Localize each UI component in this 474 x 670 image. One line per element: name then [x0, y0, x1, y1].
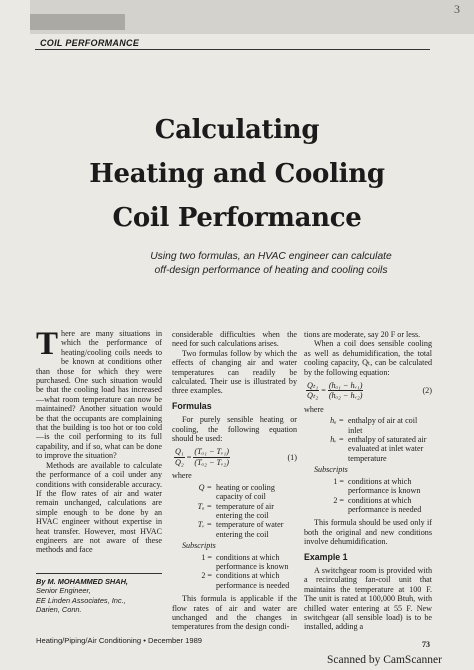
definition [304, 435, 432, 463]
definition [304, 416, 432, 435]
article-deck [116, 250, 426, 278]
scanner-watermark: Scanned by CamScanner [327, 654, 442, 666]
top-dark-smudge [30, 14, 125, 30]
paragraph: This formula should be used only if both the original and new conditions involve dehumidification. [304, 518, 432, 547]
eq2-lhs-den: Qₜ₂ [307, 391, 319, 401]
paragraph: When a coil does sensible cooling as well as dehumidification, the total cooling capacity, Qₜ, can be calculated by the following equation: [304, 339, 432, 377]
subscripts-label: Subscripts [314, 465, 348, 475]
def-text: temperature of air entering the coil [216, 501, 274, 520]
where-label: where [172, 471, 192, 481]
eq1-rhs [193, 447, 230, 467]
def-symbol: Q = [198, 482, 212, 492]
definitions-2 [304, 416, 432, 463]
def-symbol: Tₐ = [197, 501, 212, 511]
author-byline: By M. MOHAMMED SHAH, [36, 577, 128, 586]
drop-cap: T [36, 326, 59, 362]
def-symbol: 1 = [333, 476, 344, 486]
intro-text: here are many situations in which the performance of heating/cooling coils needs to be known at conditions other than those for which they were purchased. One such situation would be that the cooling load has increased—what room temperature can now be maintained? Another situation would be that the occupants are complaining that the building is too hot or too cold—is the coil performing to its full capability, and if so, what can be done to improve the situation? [36, 329, 162, 461]
definition [172, 520, 297, 539]
definitions-1 [172, 483, 297, 539]
eq2-number: (2) [422, 386, 432, 396]
def-symbol: 1 = [201, 552, 212, 562]
def-text: conditions at which performance is needed [216, 571, 290, 590]
eq2-lhs-num: Qₜ₁ [307, 381, 319, 391]
paragraph: Two formulas follow by which the effects of changing air and water temperatures can readily be calculated. Their use is illustrated by three examples. [172, 348, 297, 396]
eq2-lhs [306, 381, 319, 401]
eq1-rhs-den: (Tₐ₂ − Tᵥ₂) [194, 457, 229, 467]
def-text: enthalpy of saturated air evaluated at inlet water temperature [348, 435, 427, 463]
equation-2 [304, 381, 432, 401]
eq2-rhs [328, 381, 364, 401]
author-title: Senior Engineer, [36, 586, 91, 596]
def-text: enthalpy of air at coil inlet [348, 416, 418, 435]
paragraph: Methods are available to calculate the performance of a coil under any conditions with considerable accuracy. If the flow rates of air and water remain unchanged, calculations are simple enough to be done by an HVAC engineer without expertise in heat transfer. However, most HVAC engineers are not aware of these methods and face [36, 460, 162, 555]
intro-paragraph [36, 326, 162, 461]
eq1-lhs-num: Q₁ [175, 447, 184, 457]
paragraph: For purely sensible heating or cooling, the following equation should be used: [172, 415, 297, 444]
deck-line-2: off-design performance of heating and cooling coils [154, 265, 388, 276]
section-label: COIL PERFORMANCE [40, 38, 140, 48]
def-text: conditions at which performance is known [216, 552, 289, 571]
subhead-formulas: Formulas [172, 400, 212, 411]
definition [172, 483, 297, 502]
subhead-example-1: Example 1 [304, 551, 348, 562]
def-text: temperature of water entering the coil [216, 520, 284, 539]
author-rule [36, 573, 162, 574]
definition [172, 553, 297, 572]
deck-line-1: Using two formulas, an HVAC engineer can calculate [150, 251, 392, 262]
footer-publication: Heating/Piping/Air Conditioning • December 1989 [36, 636, 203, 645]
eq1-number: (1) [287, 452, 297, 462]
author-company: EE Linden Associates, Inc., [36, 595, 126, 605]
definition [172, 502, 297, 521]
column-1 [36, 326, 162, 555]
author-box [36, 577, 162, 615]
paragraph: This formula is applicable if the flow rates of air and water are unchanged and the changes in temperatures from the design condi- [172, 594, 297, 632]
handwritten-page-mark: 3 [454, 2, 460, 16]
author-location: Darien, Conn. [36, 605, 82, 615]
subscripts-2 [304, 477, 432, 515]
where-label: where [304, 404, 324, 414]
def-symbol: 2 = [333, 495, 344, 505]
page-number: 73 [422, 640, 430, 649]
paragraph: considerable difficulties when the need for such calculations arises. [172, 330, 297, 349]
def-symbol: hₐ = [330, 416, 344, 426]
paragraph: tions are moderate, say 20 F or less. [304, 330, 421, 339]
definition [172, 571, 297, 590]
definition [304, 496, 432, 515]
equation-1 [172, 447, 297, 467]
eq1-rhs-num: (Tₐ₁ − Tᵥ₁) [194, 447, 229, 457]
subscripts-1 [172, 553, 297, 591]
eq2-rhs-den: (hₐ₂ − hᵥ₂) [328, 391, 363, 401]
eq2-rhs-num: (hₐ₁ − hᵥ₁) [328, 381, 363, 391]
paragraph: A switchgear room is provided with a recirculating fan-coil unit that maintains the temperature at 100 F. The unit is rated at 100,000 Btuh, with chilled water entering at 55 F. New switchgear (all sensible load) is to be installed, adding a [304, 565, 432, 632]
title-line-2: Heating and Cooling [89, 159, 385, 189]
column-2 [172, 330, 297, 632]
column-3 [304, 330, 432, 632]
def-symbol: Tᵥ = [197, 520, 212, 530]
section-rule [35, 49, 430, 50]
eq1-lhs-den: Q₂ [175, 457, 184, 467]
equals-sign: = [321, 386, 326, 396]
eq1-lhs [174, 447, 185, 467]
title-line-1: Calculating [154, 115, 320, 145]
equals-sign: = [186, 452, 192, 462]
article-title [0, 108, 474, 240]
subscripts-label: Subscripts [182, 541, 216, 551]
def-symbol: 2 = [201, 571, 212, 581]
def-text: heating or cooling capacity of coil [216, 482, 275, 502]
def-text: conditions at which performance is needed [348, 495, 422, 514]
definition [304, 477, 432, 496]
def-text: conditions at which performance is known [348, 476, 421, 496]
title-line-3: Coil Performance [112, 203, 362, 233]
def-symbol: hᵥ = [330, 435, 344, 445]
